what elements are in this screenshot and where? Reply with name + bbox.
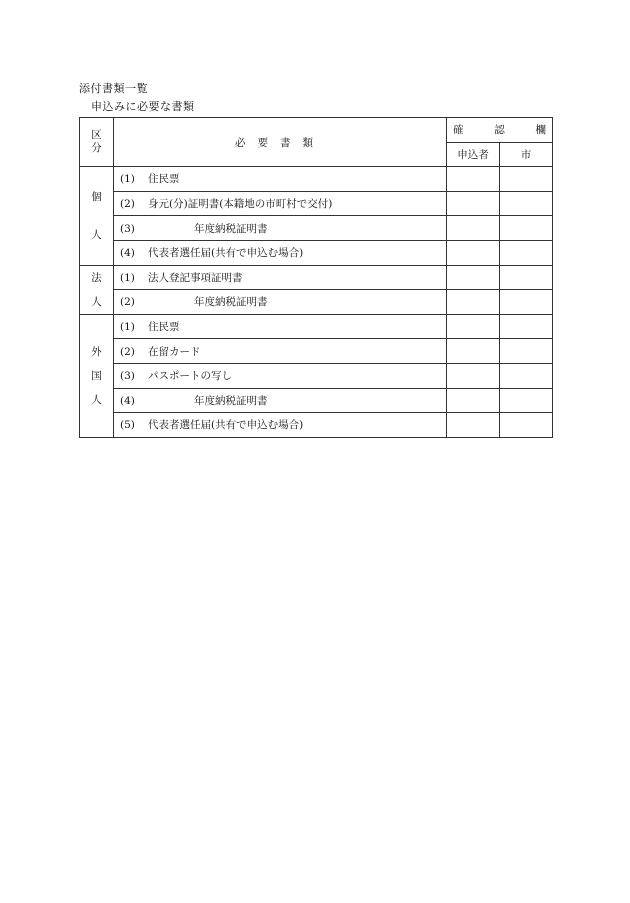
document-title: 添付書類一覧 [79, 82, 148, 95]
document-cell [114, 265, 447, 290]
applicant-check-cell[interactable] [447, 191, 500, 216]
category-char: 外 [91, 345, 102, 358]
confirmation-header [447, 118, 553, 143]
applicant-check-cell[interactable] [447, 290, 500, 315]
item-text: 住民票 [148, 321, 180, 334]
category-corporation [80, 265, 114, 314]
item-text: 身元(分)証明書(本籍地の市町村で交付) [148, 198, 333, 211]
document-cell [114, 191, 447, 216]
category-char: 国 [91, 369, 102, 382]
city-check-cell[interactable] [500, 216, 553, 241]
city-check-cell[interactable] [500, 363, 553, 388]
document-cell [114, 388, 447, 413]
item-number: (2) [120, 345, 135, 358]
city-check-cell[interactable] [500, 388, 553, 413]
city-check-cell[interactable] [500, 191, 553, 216]
table-header-row [80, 118, 553, 143]
table-row [80, 290, 553, 315]
city-check-cell[interactable] [500, 240, 553, 265]
confirmation-header-char: 欄 [535, 124, 546, 137]
required-documents-table [79, 117, 553, 438]
category-char: 人 [91, 228, 102, 241]
document-cell [114, 413, 447, 438]
document-cell [114, 314, 447, 339]
category-char: 人 [91, 393, 102, 406]
document-cell [114, 240, 447, 265]
item-number: (5) [120, 419, 135, 432]
item-number: (3) [120, 222, 135, 235]
document-subtitle: 申込みに必要な書類 [91, 100, 195, 113]
item-number: (2) [120, 296, 135, 309]
item-text: 住民票 [148, 173, 180, 186]
applicant-check-cell[interactable] [447, 167, 500, 192]
table-row [80, 216, 553, 241]
category-header-char: 区 [91, 129, 102, 142]
applicant-check-cell[interactable] [447, 265, 500, 290]
city-header: 市 [500, 142, 553, 167]
table-row [80, 314, 553, 339]
item-number: (3) [120, 370, 135, 383]
city-check-cell[interactable] [500, 339, 553, 364]
city-check-cell[interactable] [500, 290, 553, 315]
confirmation-header-char: 認 [494, 124, 505, 137]
applicant-check-cell[interactable] [447, 363, 500, 388]
document-cell [114, 167, 447, 192]
applicant-check-cell[interactable] [447, 388, 500, 413]
item-number: (2) [120, 198, 135, 211]
item-text: 年度納税証明書 [194, 394, 268, 407]
applicant-check-cell[interactable] [447, 314, 500, 339]
category-char: 人 [91, 295, 102, 308]
item-text: パスポートの写し [148, 370, 232, 383]
city-check-cell[interactable] [500, 265, 553, 290]
city-check-cell[interactable] [500, 413, 553, 438]
category-individual [80, 167, 114, 265]
category-foreigner [80, 314, 114, 437]
item-number: (1) [120, 173, 135, 186]
city-check-cell[interactable] [500, 167, 553, 192]
item-text: 代表者選任届(共有で申込む場合) [148, 247, 304, 260]
item-text: 年度納税証明書 [194, 296, 268, 309]
city-check-cell[interactable] [500, 314, 553, 339]
table-row [80, 240, 553, 265]
item-number: (4) [120, 247, 135, 260]
category-char: 法 [91, 271, 102, 284]
documents-header: 必要書類 [114, 118, 447, 167]
document-cell [114, 339, 447, 364]
confirmation-header-char: 確 [453, 124, 464, 137]
table-row [80, 339, 553, 364]
document-cell [114, 363, 447, 388]
document-cell [114, 290, 447, 315]
category-char: 個 [91, 190, 102, 203]
table-row [80, 167, 553, 192]
category-header [80, 118, 114, 167]
applicant-check-cell[interactable] [447, 339, 500, 364]
table-row [80, 388, 553, 413]
applicant-check-cell[interactable] [447, 240, 500, 265]
item-number: (4) [120, 394, 135, 407]
item-text: 年度納税証明書 [194, 222, 268, 235]
item-number: (1) [120, 321, 135, 334]
table-row [80, 265, 553, 290]
applicant-header: 申込者 [447, 142, 500, 167]
category-header-char: 分 [91, 142, 102, 155]
item-text: 在留カード [148, 345, 201, 358]
applicant-check-cell[interactable] [447, 216, 500, 241]
item-text: 代表者選任届(共有で申込む場合) [148, 419, 304, 432]
table-row [80, 413, 553, 438]
table-row [80, 191, 553, 216]
table-row [80, 363, 553, 388]
document-cell [114, 216, 447, 241]
item-number: (1) [120, 271, 135, 284]
applicant-check-cell[interactable] [447, 413, 500, 438]
item-text: 法人登記事項証明書 [148, 271, 243, 284]
